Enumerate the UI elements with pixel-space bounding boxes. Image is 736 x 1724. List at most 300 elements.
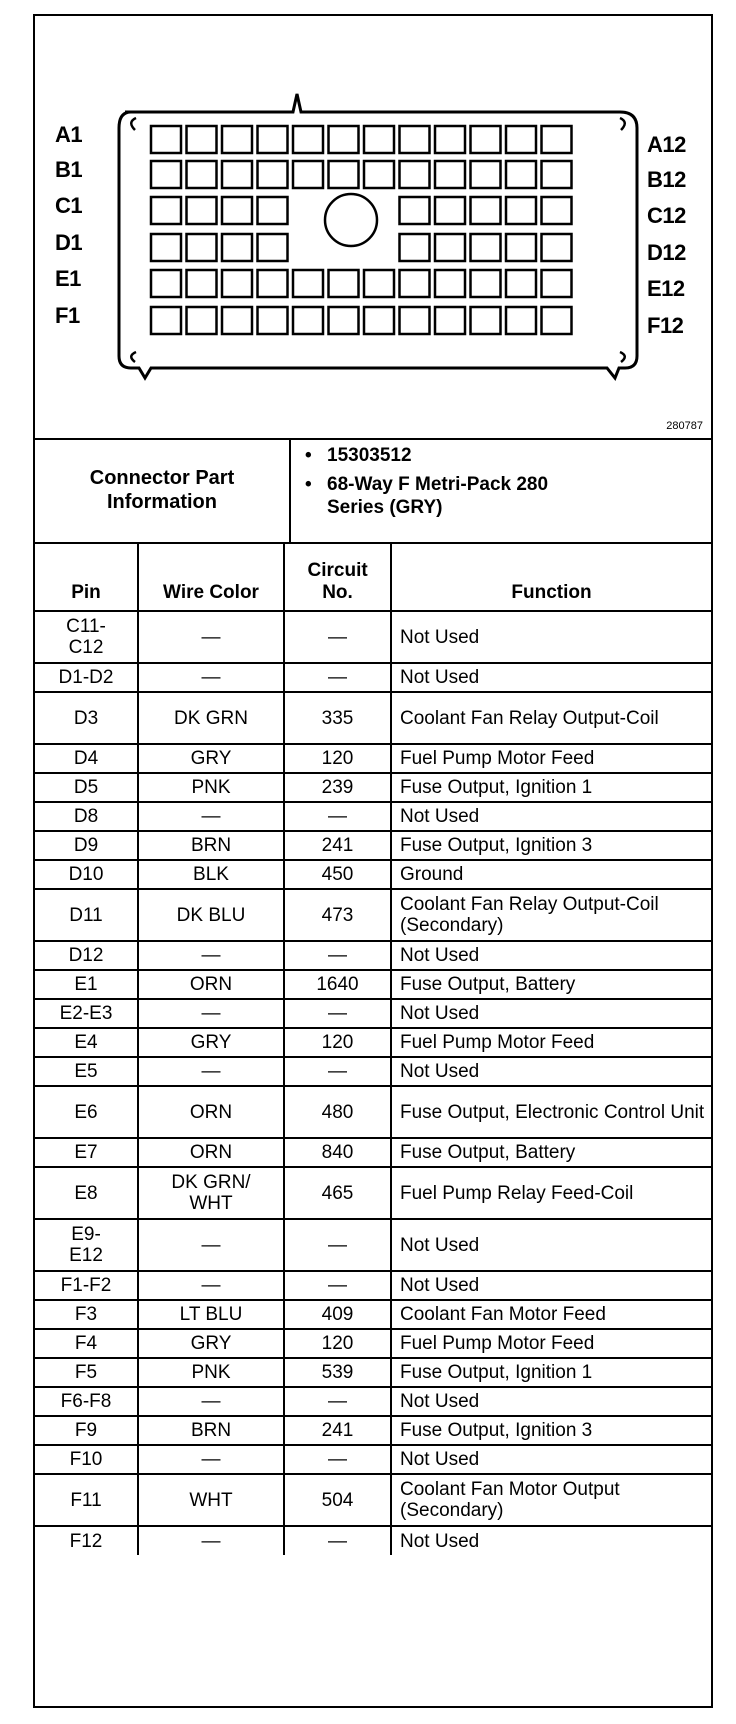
table-row <box>35 860 711 889</box>
table-row <box>35 744 711 773</box>
table-row <box>35 1057 711 1086</box>
pin-cavity <box>471 234 501 261</box>
row-label-left: C1 <box>55 193 83 218</box>
function-cell-text: Fuel Pump Motor Feed <box>400 1032 595 1053</box>
circuit-cell <box>284 692 391 744</box>
wire-color-cell-text: — <box>201 1234 221 1256</box>
connector-face-drawing <box>35 16 711 438</box>
pin-cavity <box>187 126 217 153</box>
function-cell-text: Fuse Output, Battery <box>400 974 576 995</box>
function-cell <box>391 663 711 692</box>
pin-cell-text: E6 <box>74 1101 98 1123</box>
connector-description: 68-Way F Metri-Pack 280 Series (GRY) <box>327 474 549 518</box>
wire-color-cell <box>138 1219 284 1271</box>
circuit-cell <box>284 1300 391 1329</box>
pin-cavity <box>506 161 536 188</box>
function-cell-text: Not Used <box>400 1234 480 1256</box>
pin-cavity <box>222 270 252 297</box>
pin-cell-text: D11 <box>69 904 103 926</box>
header-wire-color: Wire Color <box>138 543 284 611</box>
pin-cavity <box>542 234 572 261</box>
pin-cavity <box>542 307 572 334</box>
pin-cell <box>35 1057 138 1086</box>
pin-cell-text: F9 <box>74 1420 98 1441</box>
row-label-left: D1 <box>55 230 83 255</box>
row-label-right: C12 <box>647 203 686 228</box>
function-cell <box>391 1028 711 1057</box>
function-cell <box>391 1445 711 1474</box>
pin-cell <box>35 1416 138 1445</box>
pin-cell <box>35 1028 138 1057</box>
table-row <box>35 692 711 744</box>
pin-cell-text: E4 <box>74 1032 98 1053</box>
function-cell <box>391 692 711 744</box>
function-cell-text: Fuel Pump Relay Feed-Coil <box>400 1182 634 1204</box>
pin-cavity <box>471 270 501 297</box>
function-cell <box>391 1526 711 1555</box>
row-label-right: E12 <box>647 276 685 301</box>
wire-color-cell <box>138 663 284 692</box>
info-bullet <box>303 473 703 519</box>
pin-cell-text: D9 <box>73 835 99 856</box>
pin-cavity <box>258 270 288 297</box>
circuit-cell <box>284 1474 391 1526</box>
pin-cavity <box>506 126 536 153</box>
row-label-left: F1 <box>55 303 80 328</box>
wire-color-cell-text: BLK <box>193 864 229 885</box>
circuit-cell-text: 504 <box>321 1489 354 1511</box>
pin-cell-text: E8 <box>74 1182 98 1204</box>
connector-info-bullets <box>303 444 703 525</box>
wire-color-cell <box>138 1167 284 1219</box>
pin-cell <box>35 889 138 941</box>
pin-cell-text: D8 <box>73 806 99 827</box>
pin-cell <box>35 744 138 773</box>
function-cell-text: Fuse Output, Electronic Control Unit <box>400 1101 705 1123</box>
table-row <box>35 1474 711 1526</box>
function-cell <box>391 802 711 831</box>
pin-cavity <box>471 307 501 334</box>
wire-color-cell <box>138 860 284 889</box>
wire-color-cell-text: DK GRN <box>174 707 248 729</box>
pin-cavity <box>258 161 288 188</box>
function-cell-text: Not Used <box>400 1391 480 1412</box>
function-cell <box>391 860 711 889</box>
wire-color-cell-text: — <box>201 1003 221 1024</box>
pin-cavity <box>471 161 501 188</box>
function-cell-text: Fuse Output, Ignition 1 <box>400 777 593 798</box>
pin-cell-text: F3 <box>74 1304 98 1325</box>
circuit-cell-text: — <box>328 1061 347 1082</box>
function-cell <box>391 1474 711 1526</box>
pin-cell-text: E5 <box>74 1061 98 1082</box>
part-number: 15303512 <box>327 445 412 466</box>
pin-cavity <box>435 270 465 297</box>
row-label-left: E1 <box>55 266 81 291</box>
circuit-cell-text: 335 <box>321 707 354 729</box>
circuit-cell <box>284 1445 391 1474</box>
function-cell-text: Coolant Fan Relay Output-Coil (Secondary) <box>400 894 659 936</box>
function-cell-text: Fuel Pump Motor Feed <box>400 748 595 769</box>
circuit-cell-text: — <box>328 806 347 827</box>
row-label-right: B12 <box>647 167 686 192</box>
circuit-cell-text: 840 <box>321 1142 354 1163</box>
function-cell <box>391 831 711 860</box>
wire-color-cell <box>138 970 284 999</box>
table-row <box>35 999 711 1028</box>
pin-cell-text: D3 <box>73 707 99 729</box>
pin-cell-text: D4 <box>73 748 99 769</box>
wire-color-cell <box>138 692 284 744</box>
pin-cavity <box>258 234 288 261</box>
wire-color-cell-text: PNK <box>191 777 231 798</box>
wire-color-cell <box>138 1271 284 1300</box>
wire-color-cell-text: LT BLU <box>179 1304 243 1325</box>
pin-cell <box>35 773 138 802</box>
function-cell-text: Not Used <box>400 667 480 688</box>
circuit-cell-text: 120 <box>321 1333 354 1354</box>
pin-cavity <box>222 307 252 334</box>
pin-cavity <box>506 197 536 224</box>
pin-cell-text: D1-D2 <box>58 667 114 688</box>
function-cell-text: Coolant Fan Motor Output (Secondary) <box>400 1479 620 1521</box>
wire-color-cell <box>138 1474 284 1526</box>
wire-color-cell <box>138 1329 284 1358</box>
circuit-cell-text: 1640 <box>316 974 359 995</box>
pin-cavity <box>364 270 394 297</box>
circuit-cell <box>284 1086 391 1138</box>
pin-cell-text: F6-F8 <box>60 1391 112 1412</box>
circuit-cell-text: 241 <box>321 1420 354 1441</box>
table-row <box>35 611 711 663</box>
pin-cavity <box>293 126 323 153</box>
pin-cavity <box>329 307 359 334</box>
circuit-cell <box>284 1167 391 1219</box>
pin-cell <box>35 1526 138 1555</box>
wire-color-cell <box>138 1445 284 1474</box>
table-row <box>35 1416 711 1445</box>
pin-cavity <box>471 126 501 153</box>
pin-cell-text: F5 <box>74 1362 98 1383</box>
housing-bracket-left <box>131 118 136 362</box>
pin-cavity <box>364 161 394 188</box>
pin-cavity <box>222 234 252 261</box>
pin-cavity <box>400 307 430 334</box>
table-row <box>35 1167 711 1219</box>
pin-cell-text: F1-F2 <box>60 1275 112 1296</box>
pin-cell <box>35 663 138 692</box>
pin-cavity <box>151 197 181 224</box>
row-label-right: D12 <box>647 240 686 265</box>
table-row <box>35 1358 711 1387</box>
pin-cavity <box>400 234 430 261</box>
table-row <box>35 1138 711 1167</box>
pin-cavity <box>542 126 572 153</box>
wire-color-cell <box>138 802 284 831</box>
circuit-cell <box>284 611 391 663</box>
pin-cell <box>35 860 138 889</box>
wire-color-cell <box>138 1138 284 1167</box>
pin-cavity <box>400 197 430 224</box>
circuit-cell <box>284 773 391 802</box>
table-row <box>35 1300 711 1329</box>
wire-color-cell <box>138 1358 284 1387</box>
pin-cavity <box>293 307 323 334</box>
circuit-cell <box>284 889 391 941</box>
function-cell <box>391 970 711 999</box>
pin-cavity <box>435 234 465 261</box>
wire-color-cell-text: WHT <box>189 1489 233 1511</box>
function-cell-text: Not Used <box>400 1003 480 1024</box>
function-cell-text: Not Used <box>400 1530 480 1552</box>
pin-cell-text: D10 <box>68 864 104 885</box>
pin-cell-text: E1 <box>74 974 98 995</box>
pin-cell-text: E7 <box>74 1142 98 1163</box>
wire-color-cell <box>138 831 284 860</box>
pin-cavity <box>151 161 181 188</box>
function-cell-text: Not Used <box>400 1449 480 1470</box>
wire-color-cell <box>138 744 284 773</box>
pin-cell <box>35 611 138 663</box>
function-cell <box>391 1219 711 1271</box>
row-label-right: F12 <box>647 313 684 338</box>
pin-cell-text: F12 <box>69 1530 103 1552</box>
header-function: Function <box>391 543 711 611</box>
pin-cavity <box>506 307 536 334</box>
pin-cavity <box>542 197 572 224</box>
connector-diagram <box>35 16 711 440</box>
pin-cavity <box>542 161 572 188</box>
function-cell-text: Not Used <box>400 945 480 966</box>
function-cell <box>391 1086 711 1138</box>
pin-cell <box>35 1138 138 1167</box>
function-cell <box>391 1138 711 1167</box>
wire-color-cell <box>138 1300 284 1329</box>
circuit-cell-text: — <box>328 1449 347 1470</box>
table-row <box>35 773 711 802</box>
figure-id: 280787 <box>666 420 703 432</box>
pin-cavity <box>435 197 465 224</box>
table-row <box>35 941 711 970</box>
wire-color-cell-text: — <box>201 1391 221 1412</box>
circuit-cell-text: 539 <box>321 1362 354 1383</box>
circuit-cell <box>284 1271 391 1300</box>
pin-cavity <box>400 161 430 188</box>
pin-cavity <box>258 307 288 334</box>
header-pin: Pin <box>35 543 138 611</box>
connector-sheet <box>33 14 713 1708</box>
table-row <box>35 889 711 941</box>
function-cell <box>391 1271 711 1300</box>
pin-cell <box>35 1271 138 1300</box>
circuit-cell <box>284 1057 391 1086</box>
pin-cavity <box>364 126 394 153</box>
pin-cavity <box>506 270 536 297</box>
circuit-cell <box>284 1329 391 1358</box>
function-cell-text: Fuse Output, Battery <box>400 1142 576 1163</box>
circuit-cell <box>284 831 391 860</box>
wire-color-cell-text: GRY <box>190 1032 232 1053</box>
circuit-cell <box>284 802 391 831</box>
pin-cavity <box>435 161 465 188</box>
pinout-table <box>35 542 711 1555</box>
function-cell-text: Not Used <box>400 1061 480 1082</box>
wire-color-cell-text: ORN <box>189 974 233 995</box>
circuit-cell-text: — <box>328 1234 347 1256</box>
circuit-cell-text: — <box>328 626 347 648</box>
pin-cell-text: D12 <box>68 945 104 966</box>
pin-cell <box>35 970 138 999</box>
pin-cavity <box>187 307 217 334</box>
pin-cavity <box>400 126 430 153</box>
function-cell <box>391 1167 711 1219</box>
function-cell <box>391 941 711 970</box>
table-row <box>35 802 711 831</box>
pin-cell <box>35 1358 138 1387</box>
table-header-row <box>35 543 711 611</box>
circuit-cell-text: 409 <box>321 1304 354 1325</box>
pin-cavity <box>151 270 181 297</box>
circuit-cell-text: — <box>328 1391 347 1412</box>
wire-color-cell-text: — <box>201 1449 221 1470</box>
pin-cell-text: E2-E3 <box>59 1003 113 1024</box>
circuit-cell <box>284 941 391 970</box>
connector-info <box>35 438 711 544</box>
function-cell <box>391 1057 711 1086</box>
wire-color-cell-text: BRN <box>190 835 232 856</box>
function-cell <box>391 773 711 802</box>
table-row <box>35 1086 711 1138</box>
pin-cell-text: D5 <box>73 777 99 798</box>
circuit-cell <box>284 970 391 999</box>
table-row <box>35 1526 711 1555</box>
pin-cell <box>35 1474 138 1526</box>
wire-color-cell-text: — <box>201 806 221 827</box>
bullet-icon: • <box>305 474 312 495</box>
pin-cavity <box>293 161 323 188</box>
pin-cavity <box>329 126 359 153</box>
keying-boss <box>325 194 377 246</box>
table-row <box>35 1028 711 1057</box>
table-row <box>35 1445 711 1474</box>
function-cell <box>391 1300 711 1329</box>
circuit-cell-text: — <box>328 1530 347 1552</box>
pin-cavity <box>151 307 181 334</box>
function-cell-text: Not Used <box>400 806 480 827</box>
table-row <box>35 1219 711 1271</box>
function-cell <box>391 1387 711 1416</box>
pin-cell <box>35 692 138 744</box>
circuit-cell-text: — <box>328 1003 347 1024</box>
circuit-cell <box>284 1416 391 1445</box>
function-cell <box>391 999 711 1028</box>
wire-color-cell-text: — <box>201 1275 221 1296</box>
wire-color-cell-text: — <box>201 945 221 966</box>
circuit-cell-text: 241 <box>321 835 354 856</box>
pin-cell <box>35 1329 138 1358</box>
wire-color-cell-text: BRN <box>190 1420 232 1441</box>
function-cell <box>391 744 711 773</box>
wire-color-cell-text: DK GRN/ WHT <box>171 1172 251 1214</box>
pin-cavity <box>258 126 288 153</box>
wire-color-cell <box>138 889 284 941</box>
pin-cell <box>35 802 138 831</box>
circuit-cell-text: 450 <box>321 864 354 885</box>
circuit-cell <box>284 999 391 1028</box>
function-cell-text: Coolant Fan Relay Output-Coil <box>400 707 659 729</box>
pin-cell <box>35 999 138 1028</box>
wire-color-cell <box>138 999 284 1028</box>
circuit-cell <box>284 663 391 692</box>
wire-color-cell-text: DK BLU <box>176 904 246 926</box>
wire-color-cell-text: — <box>201 667 221 688</box>
wire-color-cell <box>138 941 284 970</box>
pin-cavity <box>222 126 252 153</box>
circuit-cell-text: — <box>328 945 347 966</box>
pin-cavity <box>187 161 217 188</box>
circuit-cell <box>284 744 391 773</box>
connector-housing <box>119 94 637 378</box>
wire-color-cell <box>138 1057 284 1086</box>
pin-cavity <box>187 270 217 297</box>
wire-color-cell-text: — <box>201 1061 221 1082</box>
pin-cavity <box>400 270 430 297</box>
pin-cell <box>35 1086 138 1138</box>
pin-cavity <box>435 126 465 153</box>
connector-info-heading-text: Connector Part Information <box>89 467 235 513</box>
pin-cavity <box>187 197 217 224</box>
function-cell <box>391 1358 711 1387</box>
wire-color-cell <box>138 1526 284 1555</box>
circuit-cell-text: 239 <box>321 777 354 798</box>
wire-color-cell-text: GRY <box>190 748 232 769</box>
table-row <box>35 1271 711 1300</box>
housing-bracket-right <box>620 118 625 362</box>
pin-cell <box>35 1219 138 1271</box>
pin-cell <box>35 1387 138 1416</box>
pin-cavity <box>222 197 252 224</box>
function-cell-text: Not Used <box>400 1275 480 1296</box>
table-row <box>35 831 711 860</box>
row-label-left: B1 <box>55 157 83 182</box>
circuit-cell <box>284 860 391 889</box>
circuit-cell-text: 120 <box>321 1032 354 1053</box>
header-circuit-no: Circuit No. <box>284 543 391 611</box>
pin-cell-text: E9-E12 <box>69 1224 103 1266</box>
function-cell-text: Coolant Fan Motor Feed <box>400 1304 606 1325</box>
circuit-cell <box>284 1358 391 1387</box>
wire-color-cell <box>138 611 284 663</box>
pin-cavity <box>293 270 323 297</box>
circuit-cell-text: — <box>328 1275 347 1296</box>
function-cell <box>391 611 711 663</box>
pin-cell-text: F10 <box>69 1449 103 1470</box>
table-row <box>35 1387 711 1416</box>
pin-cavity <box>471 197 501 224</box>
circuit-cell <box>284 1138 391 1167</box>
pin-cell-text: F11 <box>70 1489 102 1511</box>
pin-cavity <box>329 161 359 188</box>
circuit-cell-text: — <box>328 667 347 688</box>
wire-color-cell-text: — <box>201 1530 221 1552</box>
wire-color-cell <box>138 1086 284 1138</box>
function-cell <box>391 889 711 941</box>
pin-cell <box>35 831 138 860</box>
wire-color-cell-text: ORN <box>189 1142 233 1163</box>
table-row <box>35 663 711 692</box>
table-row <box>35 970 711 999</box>
row-label-right: A12 <box>647 132 686 157</box>
